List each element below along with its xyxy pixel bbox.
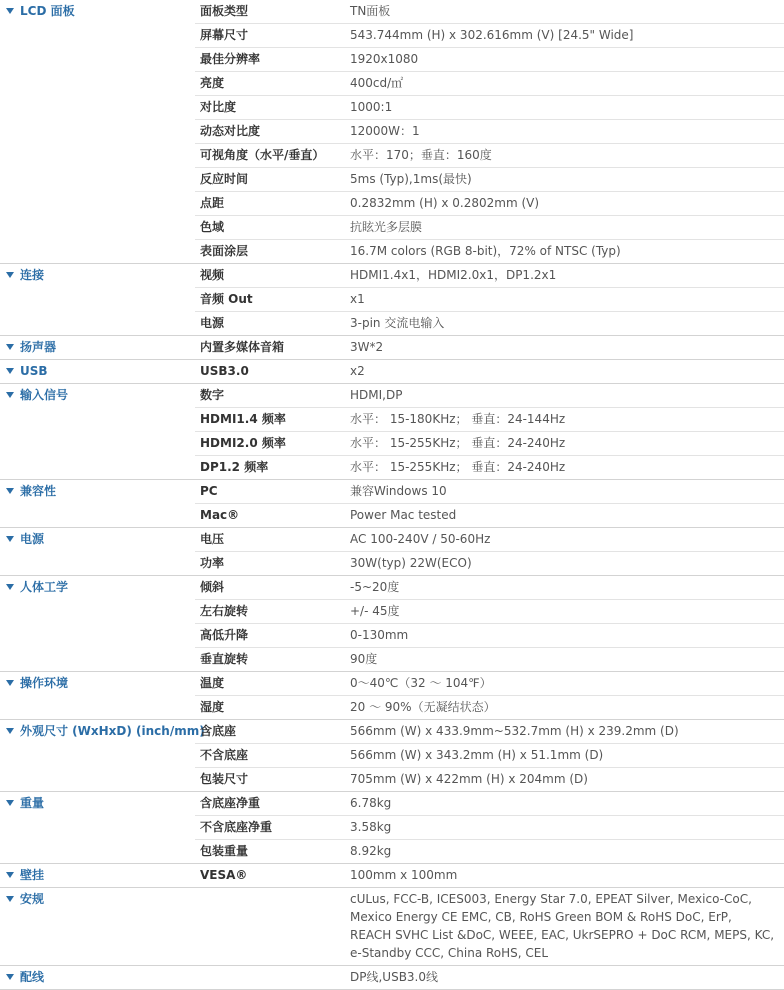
spec-key: 左右旋转 [195,600,345,624]
spec-value: 水平： 15-255KHz； 垂直：24-240Hz [345,456,784,480]
spec-key: 含底座净重 [195,792,345,816]
spec-row [0,696,784,720]
spec-value: 8.92kg [345,840,784,864]
spec-key: 不含底座 [195,744,345,768]
spec-key: 对比度 [195,96,345,120]
spec-key: 音频 Out [195,288,345,312]
spec-category-cell [0,288,195,312]
spec-value: 兼容Windows 10 [345,480,784,504]
spec-category-cell [0,24,195,48]
spec-category-cell [0,744,195,768]
spec-row [0,312,784,336]
collapse-triangle-icon[interactable] [6,728,14,734]
spec-value: 3-pin 交流电输入 [345,312,784,336]
spec-category-cell [0,648,195,672]
spec-category-label: 连接 [20,268,45,282]
spec-row [0,648,784,672]
spec-row [0,552,784,576]
spec-key: 表面涂层 [195,240,345,264]
spec-value: 0-130mm [345,624,784,648]
spec-category-cell [0,600,195,624]
spec-row [0,264,784,288]
collapse-triangle-icon[interactable] [6,974,14,980]
spec-key: DP1.2 频率 [195,456,345,480]
spec-row [0,720,784,744]
spec-key [195,966,345,990]
spec-row [0,48,784,72]
spec-row [0,336,784,360]
spec-row [0,384,784,408]
spec-category-label: 外观尺寸 (WxHxD) (inch/mm) [20,724,205,738]
spec-category-cell[interactable] [0,966,195,990]
spec-key: 高低升降 [195,624,345,648]
collapse-triangle-icon[interactable] [6,272,14,278]
spec-category-cell[interactable] [0,528,195,552]
collapse-triangle-icon[interactable] [6,896,14,902]
spec-value: 0～40℃（32 ～ 104℉） [345,672,784,696]
spec-value: 566mm (W) x 433.9mm~532.7mm (H) x 239.2mm (D) [345,720,784,744]
spec-key: 包装重量 [195,840,345,864]
spec-value: 6.78kg [345,792,784,816]
spec-key: 湿度 [195,696,345,720]
spec-row [0,288,784,312]
spec-category-cell [0,840,195,864]
spec-value: -5~20度 [345,576,784,600]
spec-value: +/- 45度 [345,600,784,624]
spec-value: 水平： 15-180KHz； 垂直：24-144Hz [345,408,784,432]
spec-key: 垂直旋转 [195,648,345,672]
spec-key: 亮度 [195,72,345,96]
spec-category-label: 操作环境 [20,676,69,690]
collapse-triangle-icon[interactable] [6,800,14,806]
spec-category-cell [0,168,195,192]
spec-category-cell [0,216,195,240]
spec-value: cULus, FCC-B, ICES003, Energy Star 7.0, EPEAT Silver, Mexico-CoC, Mexico Energy CE EMC, CB, RoHS Green BOM & RoHS DoC, ErP, REACH SVHC List &DoC, WEEE, EAC, UkrSEPRO + DoC RCM, MEPS, KC, e-Standby CCC, China RoHS, CEL [345,888,784,966]
spec-row [0,360,784,384]
spec-category-cell [0,624,195,648]
spec-value: 1000:1 [345,96,784,120]
spec-key: USB3.0 [195,360,345,384]
spec-key: 点距 [195,192,345,216]
spec-category-label: 安规 [20,892,45,906]
spec-row [0,432,784,456]
spec-category-cell [0,48,195,72]
spec-row [0,864,784,888]
spec-value: 16.7M colors (RGB 8-bit)，72% of NTSC (Typ) [345,240,784,264]
spec-row [0,120,784,144]
spec-key: 含底座 [195,720,345,744]
spec-value: DP线,USB3.0线 [345,966,784,990]
spec-key: 数字 [195,384,345,408]
spec-row [0,600,784,624]
spec-row [0,216,784,240]
spec-key: 最佳分辨率 [195,48,345,72]
collapse-triangle-icon[interactable] [6,536,14,542]
spec-value: x1 [345,288,784,312]
spec-row [0,504,784,528]
spec-key: 反应时间 [195,168,345,192]
spec-row [0,0,784,24]
spec-category-label: LCD 面板 [20,4,75,18]
spec-category-cell[interactable] [0,336,195,360]
spec-row [0,888,784,966]
spec-category-label: 输入信号 [20,388,69,402]
spec-category-cell [0,768,195,792]
spec-category-cell[interactable] [0,672,195,696]
spec-key [195,888,345,966]
spec-key: 电源 [195,312,345,336]
spec-value: 0.2832mm (H) x 0.2802mm (V) [345,192,784,216]
spec-row [0,768,784,792]
spec-key: 屏幕尺寸 [195,24,345,48]
spec-value: 30W(typ) 22W(ECO) [345,552,784,576]
spec-row [0,840,784,864]
spec-row [0,168,784,192]
collapse-triangle-icon[interactable] [6,344,14,350]
spec-value: 90度 [345,648,784,672]
spec-row [0,966,784,990]
spec-value: 20 ～ 90%（无凝结状态） [345,696,784,720]
spec-category-cell[interactable] [0,360,195,384]
spec-key: Mac® [195,504,345,528]
spec-category-cell [0,408,195,432]
spec-category-cell[interactable] [0,384,195,408]
spec-value: 水平： 15-255KHz； 垂直：24-240Hz [345,432,784,456]
spec-category-cell [0,144,195,168]
spec-key: VESA® [195,864,345,888]
spec-value: x2 [345,360,784,384]
spec-value: 12000W：1 [345,120,784,144]
collapse-triangle-icon[interactable] [6,872,14,878]
spec-category-cell[interactable] [0,792,195,816]
spec-category-cell [0,432,195,456]
spec-category-label: 重量 [20,796,45,810]
spec-row [0,672,784,696]
spec-value: 543.744mm (H) x 302.616mm (V) [24.5" Wide] [345,24,784,48]
spec-category-cell [0,456,195,480]
spec-value: 400cd/㎡ [345,72,784,96]
spec-key: 视频 [195,264,345,288]
spec-key: 面板类型 [195,0,345,24]
spec-category-label: 配线 [20,970,45,984]
spec-category-cell [0,192,195,216]
spec-key: 不含底座净重 [195,816,345,840]
spec-category-cell [0,504,195,528]
spec-category-cell [0,240,195,264]
spec-row [0,456,784,480]
spec-key: 内置多媒体音箱 [195,336,345,360]
spec-key: 倾斜 [195,576,345,600]
spec-value: 1920x1080 [345,48,784,72]
collapse-triangle-icon[interactable] [6,584,14,590]
spec-category-cell[interactable] [0,720,205,744]
spec-category-label: 兼容性 [20,484,57,498]
collapse-triangle-icon[interactable] [6,680,14,686]
spec-value: AC 100-240V / 50-60Hz [345,528,784,552]
spec-key: 动态对比度 [195,120,345,144]
spec-key: 温度 [195,672,345,696]
spec-category-label: 扬声器 [20,340,57,354]
collapse-triangle-icon[interactable] [6,392,14,398]
spec-category-label: 壁挂 [20,868,45,882]
spec-row [0,624,784,648]
spec-value: 705mm (W) x 422mm (H) x 204mm (D) [345,768,784,792]
spec-value: 3W*2 [345,336,784,360]
spec-row [0,744,784,768]
spec-key: PC [195,480,345,504]
collapse-triangle-icon[interactable] [6,368,14,374]
spec-row [0,480,784,504]
spec-value: 抗眩光多层膜 [345,216,784,240]
spec-category-cell[interactable] [0,864,195,888]
spec-row [0,408,784,432]
spec-value: 100mm x 100mm [345,864,784,888]
spec-category-cell[interactable] [0,576,195,600]
spec-row [0,72,784,96]
spec-value: Power Mac tested [345,504,784,528]
spec-key: HDMI1.4 频率 [195,408,345,432]
spec-row [0,528,784,552]
spec-category-cell [0,96,195,120]
collapse-triangle-icon[interactable] [6,488,14,494]
spec-category-label: 人体工学 [20,580,69,594]
spec-key: 色域 [195,216,345,240]
spec-row [0,792,784,816]
spec-category-cell[interactable] [0,264,195,288]
spec-value: HDMI1.4x1，HDMI2.0x1，DP1.2x1 [345,264,784,288]
spec-value: 3.58kg [345,816,784,840]
spec-category-label: USB [20,364,48,378]
spec-category-cell[interactable] [0,888,195,966]
spec-category-cell [0,696,195,720]
collapse-triangle-icon[interactable] [6,8,14,14]
spec-category-cell [0,72,195,96]
spec-category-label: 电源 [20,532,45,546]
spec-category-cell [0,312,195,336]
spec-category-cell [0,120,195,144]
spec-value: HDMI,DP [345,384,784,408]
spec-key: 电压 [195,528,345,552]
spec-category-cell [0,816,195,840]
spec-row [0,240,784,264]
spec-row [0,144,784,168]
spec-value: 5ms (Typ),1ms(最快) [345,168,784,192]
spec-row [0,96,784,120]
spec-value: 水平：170；垂直：160度 [345,144,784,168]
spec-row [0,24,784,48]
spec-key: 可视角度（水平/垂直） [195,144,345,168]
spec-value: 566mm (W) x 343.2mm (H) x 51.1mm (D) [345,744,784,768]
spec-category-cell[interactable] [0,480,195,504]
spec-category-cell[interactable] [0,0,195,24]
spec-key: HDMI2.0 频率 [195,432,345,456]
spec-key: 包装尺寸 [195,768,345,792]
spec-key: 功率 [195,552,345,576]
spec-row [0,816,784,840]
spec-category-cell [0,552,195,576]
spec-row [0,576,784,600]
spec-value: TN面板 [345,0,784,24]
spec-row [0,192,784,216]
